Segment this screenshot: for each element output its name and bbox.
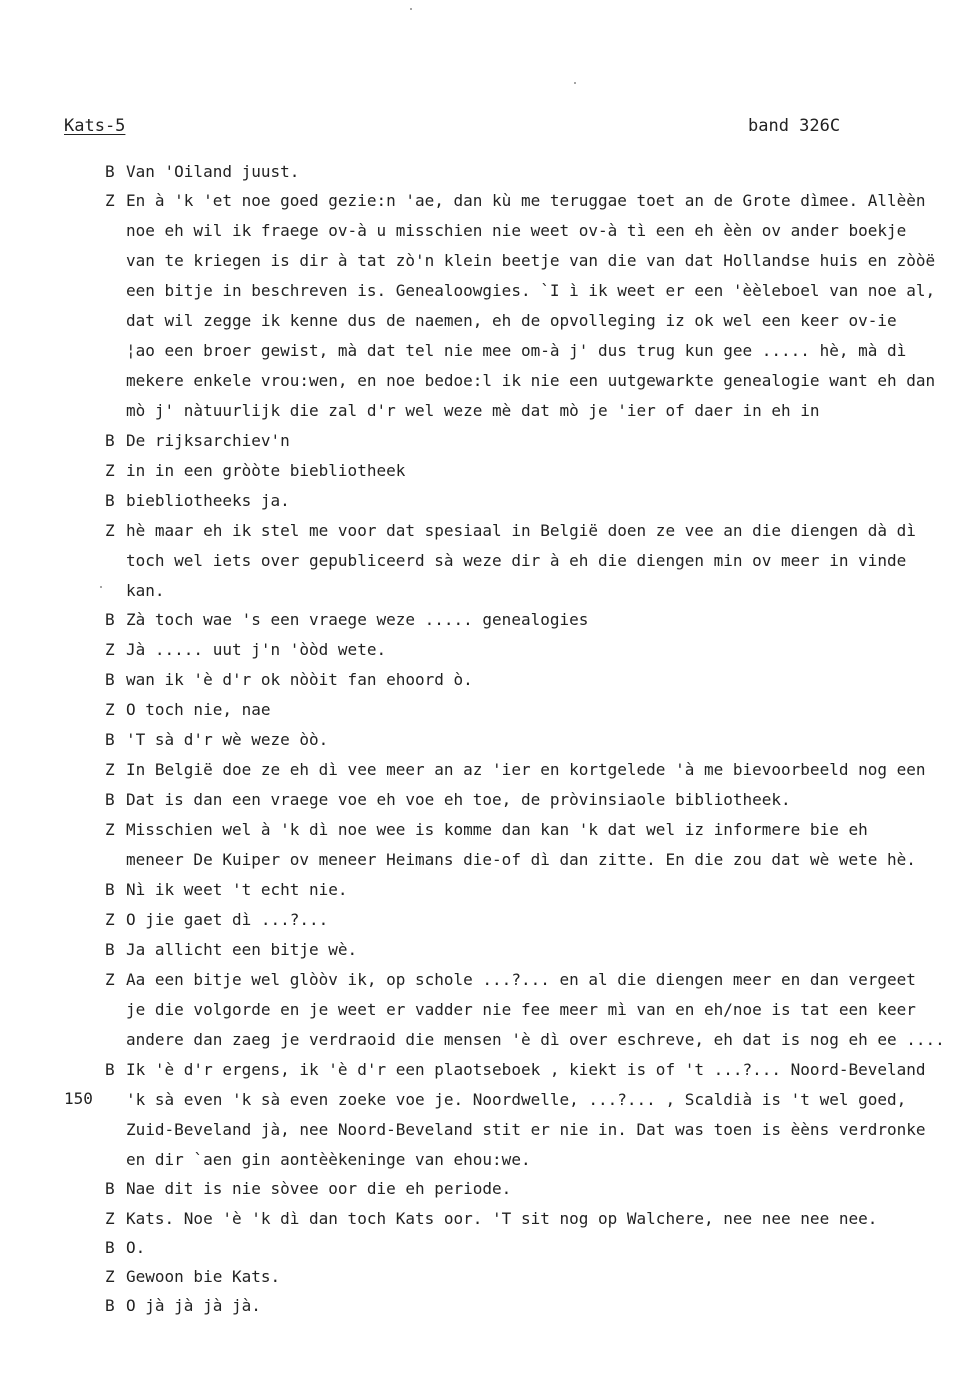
header-right-label: band 326C — [748, 116, 841, 136]
speaker-label: B — [105, 730, 115, 749]
line-text: Ja allicht een bitje wè. — [126, 940, 358, 959]
scan-speck — [100, 586, 102, 588]
line-text: en dir `aen gin aontèèkeninge van ehou:we. — [126, 1150, 531, 1169]
line-text: 'k sà even 'k sà even zoeke voe je. Noordwelle, ...?... , Scaldià is 't wel goed, — [126, 1090, 907, 1109]
line-text: Aa een bitje wel glòòv ik, op schole ...?... en al die diengen meer en dan vergeet — [126, 970, 916, 989]
speaker-label: Z — [105, 640, 115, 659]
speaker-label: B — [105, 1296, 115, 1315]
speaker-label: B — [105, 162, 115, 181]
line-text: Misschien wel à 'k dì noe wee is komme dan kan 'k dat wel iz informere bie eh — [126, 820, 868, 839]
line-text: biebliotheeks ja. — [126, 491, 290, 510]
speaker-label: Z — [105, 820, 115, 839]
line-text: van te kriegen is dir à tat zò'n klein beetje van die van dat Hollandse huis en zòòë — [126, 251, 936, 270]
scan-speck — [410, 8, 412, 10]
speaker-label: Z — [105, 700, 115, 719]
line-text: wan ik 'è d'r ok nòòit fan ehoord ò. — [126, 670, 473, 689]
speaker-label: Z — [105, 760, 115, 779]
speaker-label: Z — [105, 191, 115, 210]
line-text: 'T sà d'r wè weze òò. — [126, 730, 329, 749]
line-text: Kats. Noe 'è 'k dì dan toch Kats oor. 'T sit nog op Walchere, nee nee nee nee. — [126, 1209, 878, 1228]
speaker-label: B — [105, 431, 115, 450]
line-text: mekere enkele vrou:wen, en noe bedoe:l ik nie een uutgewarkte genealogie want eh dan — [126, 371, 936, 390]
margin-line-number-text: 150 — [64, 1089, 93, 1108]
line-text: Van 'Oiland juust. — [126, 162, 300, 181]
line-text: Ik 'è d'r ergens, ik 'è d'r een plaotseboek , kiekt is of 't ...?... Noord-Beveland — [126, 1060, 926, 1079]
line-text: Zuid-Beveland jà, nee Noord-Beveland stit er nie in. Dat was toen is èèns verdronke — [126, 1120, 926, 1139]
line-text: In België doe ze eh dì vee meer an az 'ier en kortgelede 'à me bievoorbeeld nog een — [126, 760, 926, 779]
line-text: in in een gròòte biebliotheek — [126, 461, 406, 480]
speaker-label: B — [105, 790, 115, 809]
speaker-label: Z — [105, 461, 115, 480]
line-text: Gewoon bie Kats. — [126, 1267, 281, 1286]
line-text: andere dan zaeg je verdraoid die mensen 'è dì over eschreve, eh dat is nog eh ee .... — [126, 1030, 945, 1049]
line-text: De rijksarchiev'n — [126, 431, 290, 450]
line-text: Jà ..... uut j'n 'òòd wete. — [126, 640, 387, 659]
scan-speck — [574, 82, 576, 84]
speaker-label: B — [105, 491, 115, 510]
line-text: een bitje in beschreven is. Genealoowgies. `I ì ik weet er een 'èèleboel van noe al, — [126, 281, 936, 300]
speaker-label: B — [105, 1238, 115, 1257]
line-text: O toch nie, nae — [126, 700, 271, 719]
speaker-label: B — [105, 670, 115, 689]
speaker-label: B — [105, 1179, 115, 1198]
speaker-label: B — [105, 610, 115, 629]
speaker-label: Z — [105, 1267, 115, 1286]
speaker-label: B — [105, 1060, 115, 1079]
speaker-label: Z — [105, 1209, 115, 1228]
speaker-label: Z — [105, 521, 115, 540]
speaker-label: Z — [105, 970, 115, 989]
line-text: meneer De Kuiper ov meneer Heimans die-of dì dan zitte. En die zou dat wè wete hè. — [126, 850, 916, 869]
line-text: ¦ao een broer gewist, mà dat tel nie mee om-à j' dus trug kun gee ..... hè, mà dì — [126, 341, 907, 360]
line-text: En à 'k 'et noe goed gezie:n 'ae, dan kù me teruggae toet an de Grote dìmee. Allèèn — [126, 191, 926, 210]
line-text: Dat is dan een vraege voe eh voe eh toe, de pròvinsiaole bibliotheek. — [126, 790, 791, 809]
line-text: Nì ik weet 't echt nie. — [126, 880, 348, 899]
line-text: hè maar eh ik stel me voor dat spesiaal in België doen ze vee an die diengen dà dì — [126, 521, 916, 540]
line-text: mò j' nàtuurlijk die zal d'r wel weze mè dat mò je 'ier of daer in eh in — [126, 401, 820, 420]
line-text: O jie gaet dì ...?... — [126, 910, 329, 929]
speaker-label: B — [105, 940, 115, 959]
header-left-label: Kats-5 — [64, 116, 126, 136]
speaker-label: B — [105, 880, 115, 899]
line-text: O. — [126, 1238, 146, 1257]
line-text: toch wel iets over gepubliceerd sà weze dir à eh die diengen min ov meer in vinde — [126, 551, 907, 570]
line-text: je die volgorde en je weet er vadder nie fee meer mì van en eh/noe is tat een keer — [126, 1000, 916, 1019]
line-text: O jà jà jà jà. — [126, 1296, 261, 1315]
line-text: dat wil zegge ik kenne dus de naemen, eh de opvolleging iz ok wel een keer ov-ie — [126, 311, 897, 330]
speaker-label: Z — [105, 910, 115, 929]
line-text: Nae dit is nie sòvee oor die eh periode. — [126, 1179, 512, 1198]
line-text: Zà toch wae 's een vraege weze ..... genealogies — [126, 610, 589, 629]
line-text: kan. — [126, 581, 165, 600]
line-text: noe eh wil ik fraege ov-à u misschien nie weet ov-à tì een eh èèn ov ander boekje — [126, 221, 907, 240]
